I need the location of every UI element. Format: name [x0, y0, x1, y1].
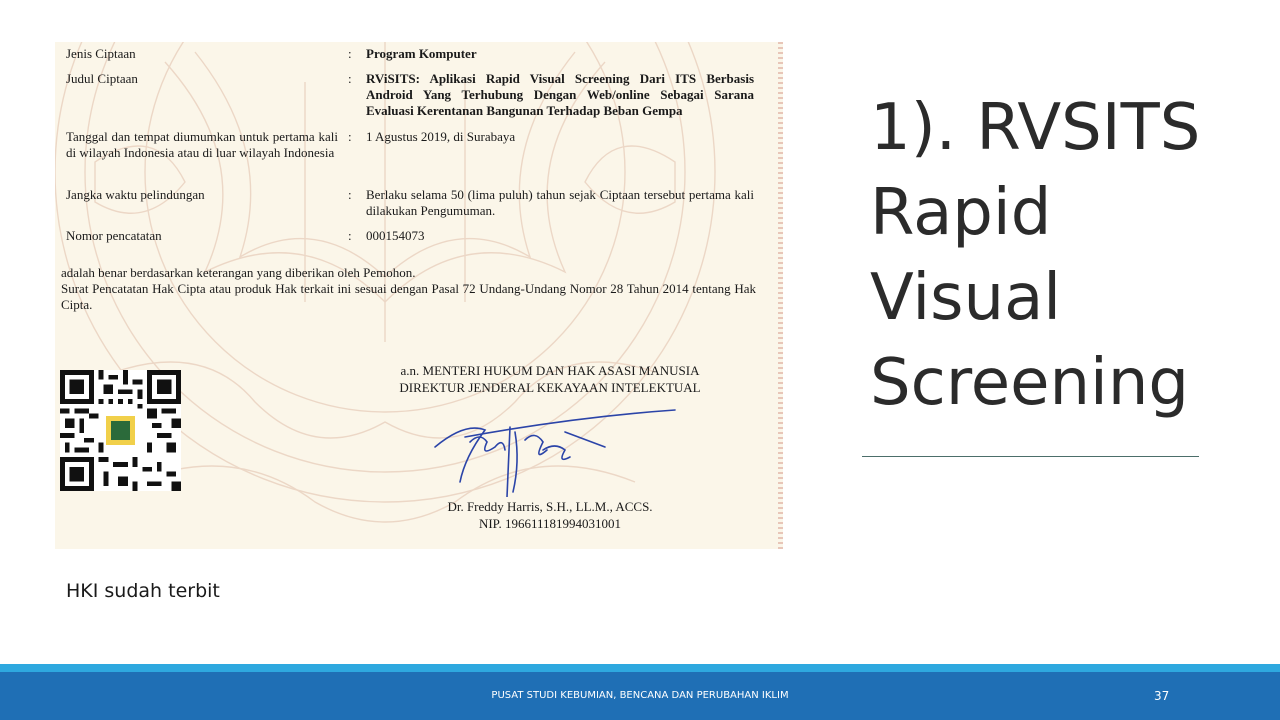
qr-code	[60, 370, 181, 491]
cert-signer-name: Dr. Freddy Harris, S.H., LL.M., ACCS.	[447, 499, 653, 514]
cert-colon: :	[348, 187, 352, 202]
cert-value-jenis: Program Komputer	[366, 46, 477, 61]
cert-signatory-line-1: a.n. MENTERI HUKUM DAN HAK ASASI MANUSIA	[400, 363, 700, 378]
cert-colon: :	[348, 46, 352, 61]
title-line-1: 1). RVSITS	[870, 91, 1201, 165]
footer-text: PUSAT STUDI KEBUMIAN, BENCANA DAN PERUBAHAN IKLIM	[491, 690, 789, 701]
cert-value-judul: RViSITS: Aplikasi Rapid Visual Screening Dari ITS Berbasis Android Yang Terhubung Dengan Web/online Sebagai Sarana Evaluasi Kerentanan Bangunan Terhadap Beban Gempa	[366, 71, 754, 118]
certificate-image	[55, 42, 783, 549]
title-line-4: Screening	[870, 346, 1189, 420]
cert-statement-2: Surat Pencatatan Hak Cipta atau produk Hak terkait ini sesuai dengan Pasal 72 Undang-Undang Nomor 28 Tahun 2014 tentang Hak Cipta.	[61, 281, 756, 312]
cert-label-nomor: Nomor pencatatan	[66, 228, 162, 243]
signature-image	[425, 402, 685, 497]
cert-label-jenis: Jenis Ciptaan	[66, 46, 136, 61]
cert-label-tanggal: Tanggal dan tempat diumumkan untuk pertama kali di wilayah Indonesia atau di luar wilayah Indonesia	[66, 129, 338, 160]
cert-colon: :	[348, 129, 352, 144]
cert-value-nomor: 000154073	[366, 228, 425, 243]
cert-label-jangka: Jangka waktu pelindungan	[66, 187, 205, 202]
footer-accent-bar	[0, 664, 1280, 672]
cert-value-tanggal: 1 Agustus 2019, di Surabaya	[366, 129, 516, 144]
cert-colon: :	[348, 228, 352, 243]
slide-caption: HKI sudah terbit	[66, 580, 220, 602]
cert-statement-1: adalah benar berdasarkan keterangan yang diberikan oleh Pemohon.	[61, 265, 416, 280]
cert-value-jangka: Berlaku selama 50 (lima puluh) tahun sejak Ciptaan tersebut pertama kali dilakukan Pengumuman.	[366, 187, 754, 218]
cert-signer-nip: NIP. 196611181994031001	[478, 516, 622, 531]
title-divider	[862, 456, 1199, 457]
title-line-3: Visual	[870, 261, 1062, 335]
page-number: 37	[1154, 689, 1170, 703]
certificate-border	[778, 42, 783, 549]
cert-colon: :	[348, 71, 352, 86]
title-line-2: Rapid	[870, 176, 1052, 250]
slide-title	[870, 86, 1270, 426]
cert-label-judul: Judul Ciptaan	[66, 71, 138, 86]
cert-signatory-line-2: DIREKTUR JENDERAL KEKAYAAN INTELEKTUAL	[399, 380, 701, 395]
